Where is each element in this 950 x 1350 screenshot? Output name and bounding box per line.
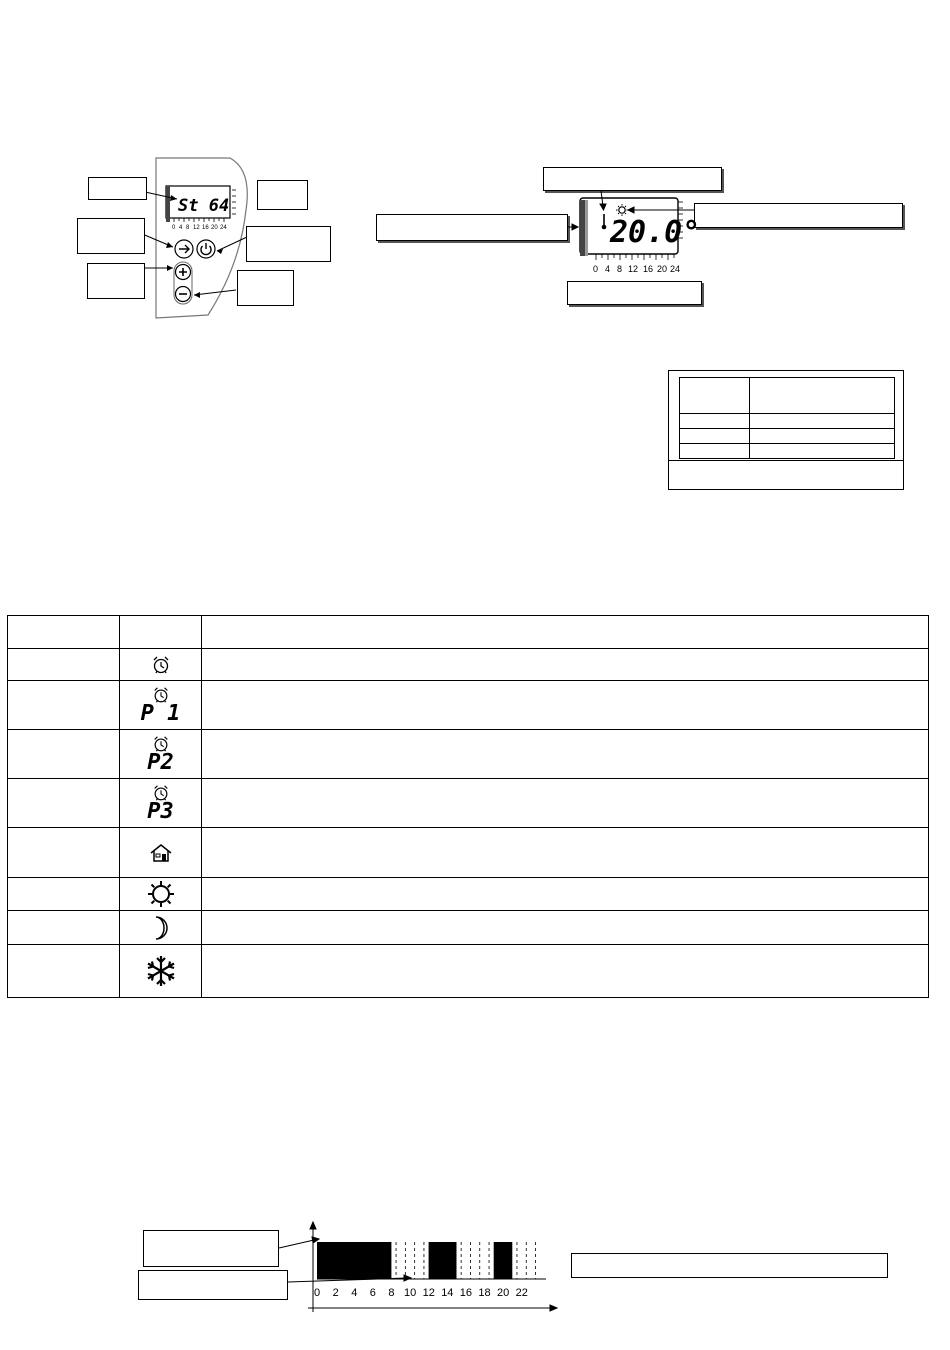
moon-icon [151, 915, 171, 941]
modes-table [7, 615, 929, 998]
table-row [8, 878, 929, 911]
svg-text:12: 12 [628, 264, 639, 274]
x-tick-label: 18 [478, 1287, 491, 1299]
x-tick-label: 10 [404, 1287, 417, 1299]
x-tick-label: 14 [441, 1287, 454, 1299]
svg-text:16: 16 [202, 225, 209, 231]
table-header-row [8, 616, 929, 649]
program-code: P3 [147, 799, 174, 824]
program-code: P 1 [140, 701, 181, 726]
svg-text:4: 4 [179, 225, 183, 231]
svg-text:24: 24 [220, 225, 227, 231]
display-text: St 64 [178, 196, 230, 216]
comfort-bar-2 [494, 1242, 513, 1279]
svg-text:16: 16 [643, 264, 654, 274]
callout-box-left [376, 214, 568, 241]
svg-text:8: 8 [186, 225, 190, 231]
table-row [8, 649, 929, 681]
x-tick-label: 16 [459, 1287, 473, 1299]
program-chart [270, 1220, 570, 1320]
table-row [8, 945, 929, 998]
x-tick-label: 4 [351, 1287, 358, 1299]
callout-box-minus [237, 270, 294, 306]
svg-text:12: 12 [193, 225, 200, 231]
program-code: P2 [147, 750, 174, 775]
callout-box-top-right [257, 180, 308, 210]
x-tick-label: 8 [388, 1287, 395, 1299]
mode-button[interactable] [175, 240, 193, 258]
legend-inner-table [679, 377, 895, 459]
svg-text:4: 4 [605, 264, 611, 274]
callout-box-right [694, 203, 903, 228]
svg-text:24: 24 [670, 264, 681, 274]
chart-callout-box-comfort [143, 1230, 279, 1267]
x-tick-label: 0 [314, 1287, 321, 1299]
callout-box-display [88, 177, 147, 200]
house-icon [149, 842, 173, 864]
table-row [8, 730, 929, 779]
table-row [8, 911, 929, 945]
comfort-bar-1 [429, 1242, 457, 1279]
minus-button[interactable] [176, 287, 191, 302]
legend-footer [669, 460, 903, 489]
x-tick-label: 2 [332, 1287, 339, 1299]
callout-box-mode [77, 218, 145, 254]
table-row [8, 681, 929, 730]
svg-text:8: 8 [617, 264, 623, 274]
legend-table [668, 370, 904, 490]
callout-box-power [246, 226, 331, 262]
svg-text:0: 0 [172, 225, 176, 231]
callout-box-plus [87, 263, 145, 299]
table-row [8, 779, 929, 828]
sun-icon [147, 880, 175, 908]
chart-tick-labels [314, 1287, 528, 1299]
lcd-bar [166, 186, 170, 222]
callout-box-bottom [567, 281, 702, 305]
comfort-bar-0 [317, 1242, 391, 1279]
closeup-scale-labels [593, 264, 680, 274]
x-tick-label: 12 [422, 1287, 435, 1299]
closeup-side-bar [580, 200, 585, 256]
closeup-bottom-ticks [596, 254, 674, 260]
power-button[interactable] [197, 240, 215, 258]
lcd-scale-labels [172, 225, 227, 231]
x-tick-label: 20 [497, 1287, 510, 1299]
snowflake-icon [144, 954, 178, 988]
table-row [8, 828, 929, 878]
chart-caption-box [571, 1253, 888, 1278]
svg-text:20: 20 [211, 225, 218, 231]
x-tick-label: 6 [369, 1287, 376, 1299]
alarm-clock-icon [151, 655, 171, 675]
display-closeup-figure [560, 190, 700, 280]
temperature-readout: 20.0° [610, 215, 700, 250]
chart-callout-box-economy [138, 1270, 288, 1300]
callout-box-top [543, 167, 722, 191]
x-tick-label: 22 [515, 1287, 528, 1299]
svg-text:20: 20 [657, 264, 668, 274]
chart-dashes [396, 1242, 536, 1279]
svg-text:0: 0 [593, 264, 599, 274]
